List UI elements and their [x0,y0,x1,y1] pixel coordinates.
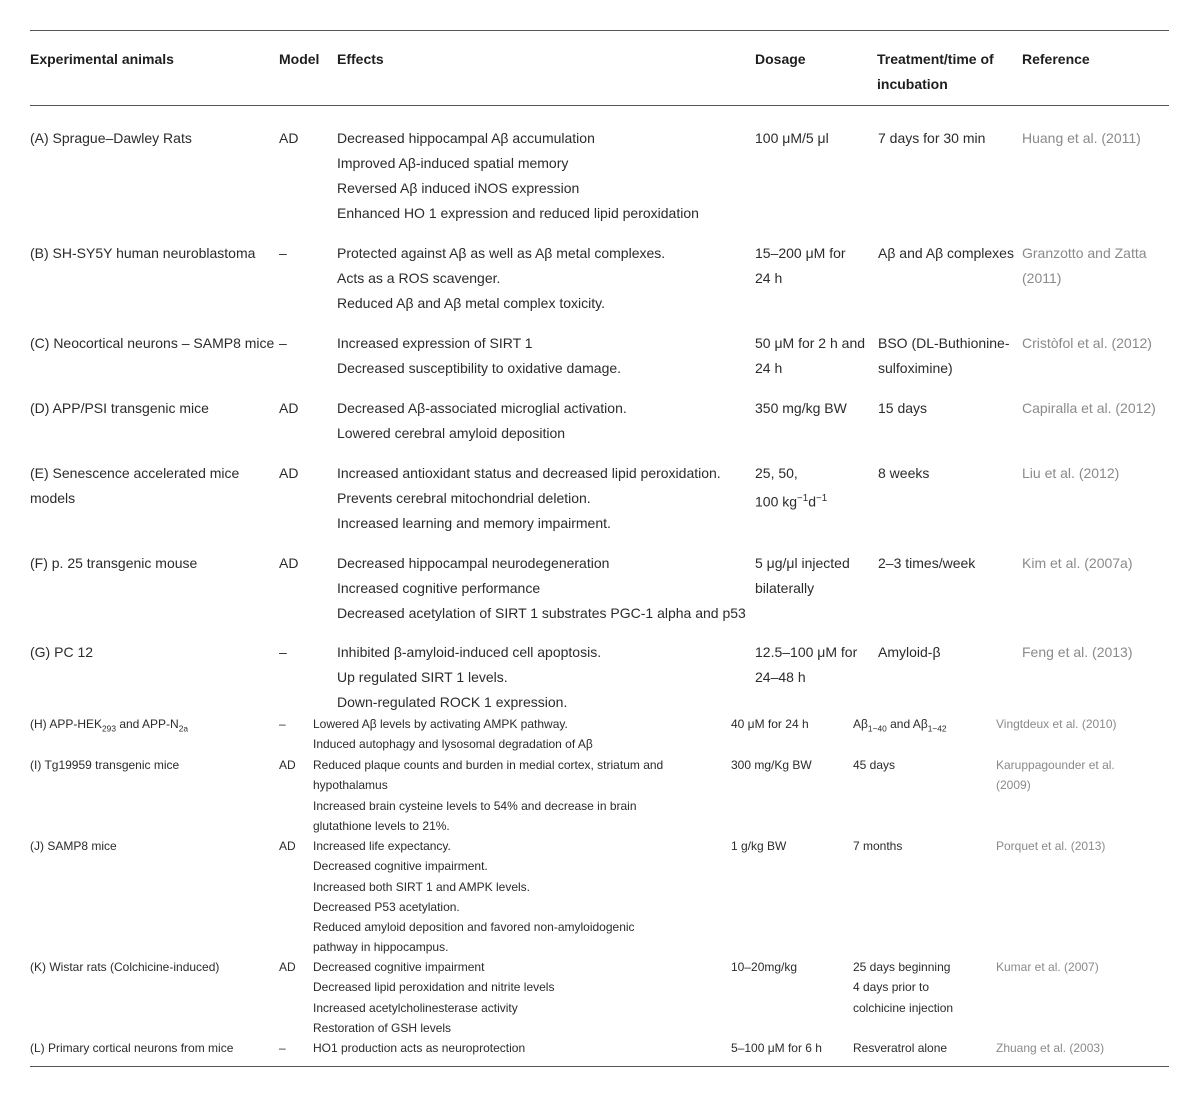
cell-treatment: 45 days [853,758,896,772]
cell-reference: Feng et al. (2013) [1022,644,1133,660]
top-rule [30,30,1169,31]
cell-treatment: 7 days for 30 min [878,130,986,146]
cell-animals: (C) Neocortical neurons – SAMP8 mice [30,335,275,351]
cell-model: AD [279,555,299,571]
header-effects: Effects [337,51,384,67]
cell-dosage: 5–100 μM for 6 h [731,1041,822,1055]
cell-treatment: 7 months [853,839,903,853]
cell-model: – [279,644,287,660]
cell-animals: (G) PC 12 [30,644,94,660]
cell-treatment: $A\beta_{1-40}$ and $A\beta_{1-42}$ [853,717,947,734]
cell-animals: (H) APP-$HEK_{293}$ and APP-$N_{2a}$ [30,717,189,734]
cell-model: AD [279,839,296,853]
cell-model: AD [279,130,299,146]
cell-effects: Decreased Aβ-associated microglial activation. Lowered cerebral amyloid deposition [337,400,627,441]
cell-dosage: 10–20mg/kg [731,960,798,974]
cell-treatment: BSO (DL-Buthionine- sulfoximine) [878,335,1010,376]
cell-effects: Reduced plaque counts and burden in medial cortex, striatum and hypothalamus Increased brain cysteine levels to 54% and decrease in brain glutathione levels to 21%. [313,758,664,833]
header-animals: Experimental animals [30,51,174,67]
cell-model: AD [279,960,296,974]
cell-reference: Liu et al. (2012) [1022,465,1120,481]
cell-animals: (B) SH-SY5Y human neuroblastoma [30,245,256,261]
cell-animals: (I) Tg19959 transgenic mice [30,758,180,772]
cell-reference: Kumar et al. (2007) [996,960,1099,974]
cell-animals: (D) APP/PSI transgenic mice [30,400,209,416]
header-treatment-line1: Treatment/time of [877,51,994,67]
cell-effects: Lowered Aβ levels by activating AMPK pathway. Induced autophagy and lysosomal degradation of Aβ [313,717,593,752]
cell-reference: Vingtdeux et al. (2010) [996,717,1117,731]
cell-reference: Porquet et al. (2013) [996,839,1106,853]
cell-model: – [279,335,287,351]
cell-reference: Granzotto and Zatta (2011) [1022,245,1147,286]
cell-effects: Increased expression of SIRT 1 Decreased susceptibility to oxidative damage. [337,335,622,376]
cell-dosage: 25, 50, 100 $kg^{-1}d^{-1}$ [755,465,828,510]
cell-effects: Decreased hippocampal neurodegeneration Increased cognitive performance Decreased acetylation of SIRT 1 substrates PGC-1 alpha and p53 [337,555,746,621]
cell-treatment: 25 days beginning 4 days prior to colchicine injection [853,960,954,1015]
cell-reference: Zhuang et al. (2003) [996,1041,1105,1055]
cell-dosage: 50 μM for 2 h and 24 h [755,335,866,376]
cell-treatment: Aβ and Aβ complexes [878,245,1014,261]
cell-effects: Decreased hippocampal Aβ accumulation Improved Aβ-induced spatial memory Reversed Aβ induced iNOS expression Enhanced HO 1 expression and reduced lipid peroxidation [337,130,699,221]
cell-dosage: 12.5–100 μM for 24–48 h [755,644,858,685]
cell-treatment: 8 weeks [878,465,930,481]
cell-treatment: Amyloid-β [878,644,941,660]
cell-effects: HO1 production acts as neuroprotection [313,1041,526,1055]
cell-model: – [279,1041,286,1055]
cell-dosage: 40 μM for 24 h [731,717,809,731]
cell-dosage: 15–200 μM for 24 h [755,245,846,286]
cell-dosage: 5 μg/μl injected bilaterally [755,555,850,596]
bottom-rule [30,1066,1169,1067]
cell-dosage: 350 mg/kg BW [755,400,847,416]
cell-reference: Kim et al. (2007a) [1022,555,1133,571]
cell-treatment: 2–3 times/week [878,555,976,571]
cell-treatment: Resveratrol alone [853,1041,948,1055]
cell-model: – [279,245,287,261]
cell-model: AD [279,400,299,416]
cell-reference: Huang et al. (2011) [1022,130,1141,146]
cell-animals: (E) Senescence accelerated mice models [30,465,240,506]
header-treatment-line2: incubation [877,76,948,92]
cell-animals: (K) Wistar rats (Colchicine-induced) [30,960,220,974]
cell-animals: (A) Sprague–Dawley Rats [30,130,192,146]
header-treatment [877,47,994,97]
cell-effects: Increased antioxidant status and decreased lipid peroxidation. Prevents cerebral mitochondrial deletion. Increased learning and memory impairment. [337,465,721,531]
cell-dosage: 1 g/kg BW [731,839,787,853]
header-reference: Reference [1022,51,1090,67]
cell-effects: Increased life expectancy. Decreased cognitive impairment. Increased both SIRT 1 and AMPK levels. Decreased P53 acetylation. Reduced amyloid deposition and favored non-amyloidogenic pathway in hippocampus. [313,839,635,955]
cell-reference: Karuppagounder et al. (2009) [996,758,1115,793]
cell-model: AD [279,465,299,481]
header-dosage: Dosage [755,51,806,67]
cell-effects: Protected against Aβ as well as Aβ metal complexes. Acts as a ROS scavenger. Reduced Aβ and Aβ metal complex toxicity. [337,245,666,311]
cell-effects: Decreased cognitive impairment Decreased lipid peroxidation and nitrite levels Increased acetylcholinesterase activity Restoration of GSH levels [313,960,555,1035]
cell-animals: (L) Primary cortical neurons from mice [30,1041,234,1055]
cell-model: AD [279,758,296,772]
cell-animals: (F) p. 25 transgenic mouse [30,555,198,571]
cell-dosage: 300 mg/Kg BW [731,758,812,772]
cell-reference: Cristòfol et al. (2012) [1022,335,1152,351]
cell-treatment: 15 days [878,400,928,416]
header-model: Model [279,51,320,67]
cell-effects: Inhibited β-amyloid-induced cell apoptosis. Up regulated SIRT 1 levels. Down-regulated ROCK 1 expression. [337,644,602,710]
cell-reference: Capiralla et al. (2012) [1022,400,1156,416]
cell-dosage: 100 μM/5 μl [755,130,829,146]
cell-model: – [279,717,286,731]
cell-animals: (J) SAMP8 mice [30,839,117,853]
header-rule [30,105,1169,106]
